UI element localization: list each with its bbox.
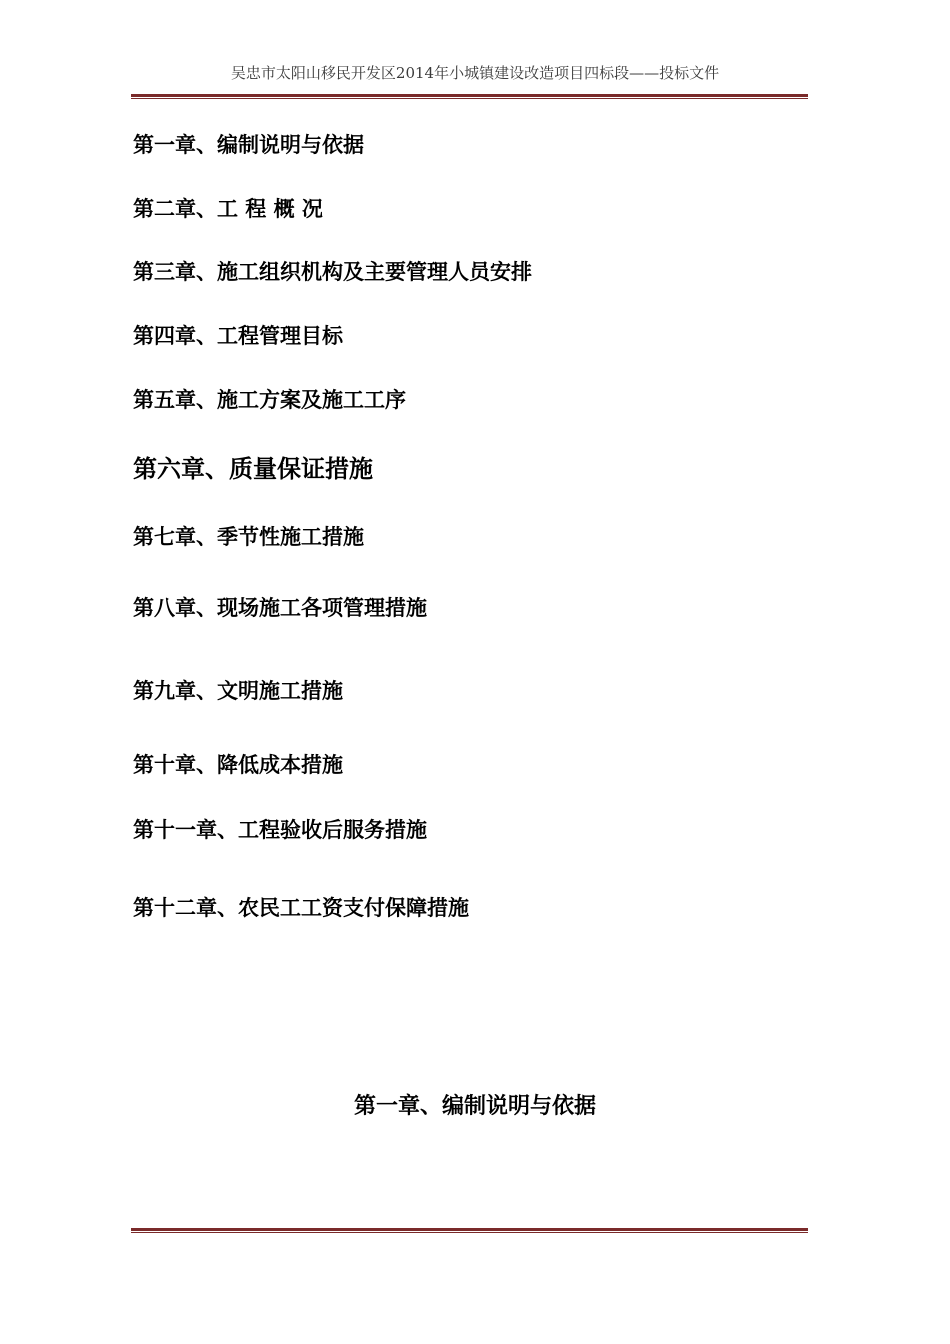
toc-item-chapter-9: 第九章、文明施工措施 <box>133 679 343 703</box>
toc-item-chapter-8: 第八章、现场施工各项管理措施 <box>133 596 427 620</box>
footer-rule <box>131 1228 808 1233</box>
toc-item-chapter-4: 第四章、工程管理目标 <box>133 324 343 348</box>
toc-item-chapter-11: 第十一章、工程验收后服务措施 <box>133 818 427 842</box>
toc-item-chapter-3: 第三章、施工组织机构及主要管理人员安排 <box>133 260 532 284</box>
toc-item-chapter-10: 第十章、降低成本措施 <box>133 753 343 777</box>
toc-item-chapter-2: 第二章、工 程 概 况 <box>133 197 323 221</box>
toc-item-chapter-5: 第五章、施工方案及施工工序 <box>133 388 406 412</box>
toc-item-chapter-12: 第十二章、农民工工资支付保障措施 <box>133 896 469 920</box>
page-header-title: 吴忠市太阳山移民开发区2014年小城镇建设改造项目四标段——投标文件 <box>230 64 720 82</box>
toc-item-chapter-7: 第七章、季节性施工措施 <box>133 525 364 549</box>
table-of-contents <box>133 0 813 1344</box>
toc-item-chapter-1: 第一章、编制说明与依据 <box>133 133 364 157</box>
toc-item-chapter-6: 第六章、质量保证措施 <box>133 455 373 483</box>
chapter-heading: 第一章、编制说明与依据 <box>353 1094 596 1119</box>
